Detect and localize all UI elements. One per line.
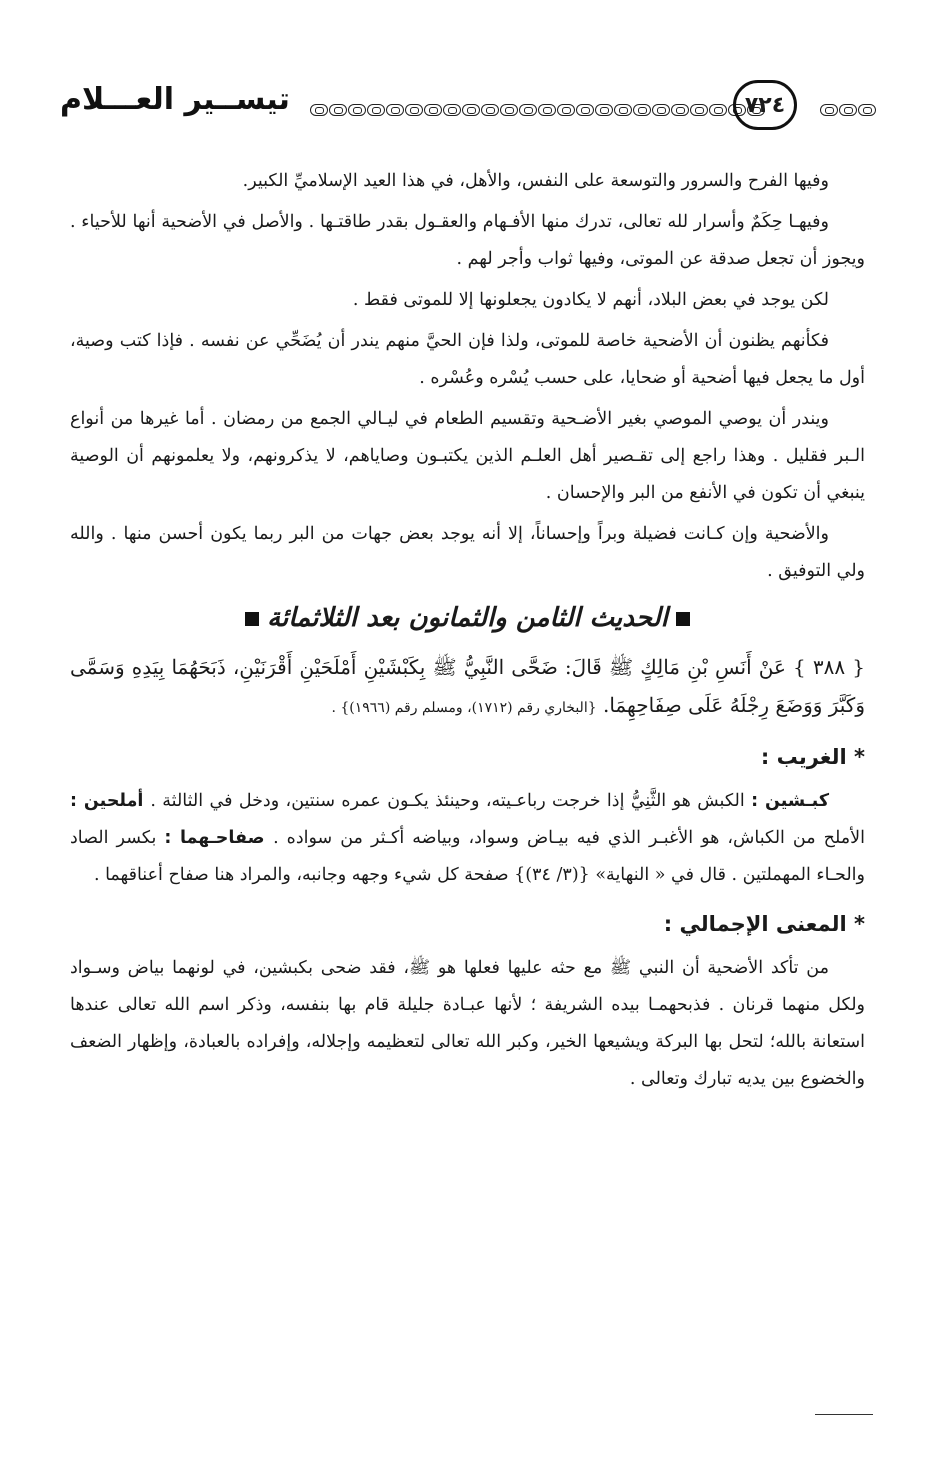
definition-kabshain: الكبش هو الثَّنِيُّ إذا خرجت رباعـيته، وحينئذ يكـون عمره سنتين، ودخل في الثالثة . <box>150 791 752 811</box>
small-chain-ornament <box>820 104 876 116</box>
page-content <box>70 163 865 1102</box>
book-title: تيســير العـــلام <box>60 82 290 117</box>
term-kabshain: كبـشين : <box>751 791 830 811</box>
paragraph: لكن يوجد في بعض البلاد، أنهم لا يكادون يجعلونها إلا للموتى فقط . <box>352 290 829 310</box>
paragraph: فكأنهم يظنون أن الأضحية خاصة للموتى، ولذا فإن الحيَّ منهم يندر أن يُضَحِّي عن نفسه . فإذا كتب وصية، أول ما يجعل فيها أضحية أو ضحايا، على حسب يُسْره وعُسْره . <box>70 331 865 388</box>
page-number: ٧٢٤ <box>733 80 797 130</box>
chain-ornament <box>310 104 765 122</box>
gharib-heading: * الغريب : <box>760 745 865 769</box>
definition-sifahihima: بكسر الصاد والحـاء المهملتين . قال في « النهاية» {(٣/ ٣٤)} صفحة كل شيء وجهه وجانبه، والمراد هنا صفاح أعناقهما . <box>70 828 865 885</box>
page-header <box>60 78 870 138</box>
term-sifahihima: صفاحـهما : <box>164 828 274 848</box>
summary-paragraph: من تأكد الأضحية أن النبي ﷺ مع حثه عليها فعلها هو ﷺ، فقد ضحى بكبشين، في لونهما بياض وسـواد ولكل منهما قرنان . فذبحهمـا بيده الشريفة ؛ لأنها عبـادة جليلة قام بها بنفسه، وذكر اسم الله تعالى عندها استعانة بالله؛ لتحل بها البركة ويشيعها الخير، وكبر الله تعالى لتعظيمه وإجلاله، وإفراده بالعبادة، وإظهار الضعف والخضوع بين يديه تبارك وتعالى . <box>70 958 865 1089</box>
paragraph: ويندر أن يوصي الموصي بغير الأضـحية وتقسيم الطعام في ليـالي الجمع من رمضان . أما غيرها من أنواع الـبر فقليل . وهذا راجع إلى تقـصير أهل العلـم الذين يكتبـون وصاياهم، لا يذكرونهم، ولا يعلمونهم أن الوصية ينبغي أن تكون في الأنفع من البر والإحسان . <box>70 409 865 503</box>
gharib-paragraph <box>70 783 865 894</box>
hadith-text <box>70 648 865 727</box>
square-bullet-icon <box>245 612 259 626</box>
summary-heading: * المعنى الإجمالي : <box>663 912 865 936</box>
paragraph: وفيها الفرح والسرور والتوسعة على النفس، والأهل، في هذا العيد الإسلاميِّ الكبير. <box>242 171 829 191</box>
hadith-reference: {البخاري رقم (١٧١٢)، ومسلم رقم (١٩٦٦)} . <box>331 700 597 716</box>
hadith-heading <box>70 594 865 642</box>
paragraph: والأضحية وإن كـانت فضيلة وبراً وإحساناً، إلا أنه يوجد بعض جهات من البر ربما يكون أحسن منها . والله ولي التوفيق . <box>70 524 865 581</box>
term-amlahain: أملحين : <box>70 791 151 811</box>
definition-amlahain: الأملح من الكباش، هو الأغبـر الذي فيه بيـاض وسواد، وبياضه أكـثر من سواده . <box>273 828 865 848</box>
hadith-heading-text: الحديث الثامن والثمانون بعد الثلاثمائة <box>267 603 668 633</box>
footer-rule <box>815 1414 873 1415</box>
paragraph: وفيهـا حِكَمٌ وأسرار لله تعالى، تدرك منها الأفـهام والعقـول بقدر طاقتـها . والأصل في الأضحية أنها للأحياء . ويجوز أن تجعل صدقة عن الموتى، وفيها ثواب وأجر لهم . <box>70 212 865 269</box>
hadith-body: { ٣٨٨ } عَنْ أَنَسِ بْنِ مَالِكٍ ﷺ قَالَ: ضَحَّى النَّبِيُّ ﷺ بِكَبْشَيْنِ أَمْلَحَيْنِ أَقْرَنَيْنِ، ذَبَحَهُمَا بِيَدِهِ وَسَمَّى وَكَبَّرَ وَوَضَعَ رِجْلَهُ عَلَى صِفَاحِهِمَا. <box>70 655 865 717</box>
square-bullet-icon <box>676 612 690 626</box>
